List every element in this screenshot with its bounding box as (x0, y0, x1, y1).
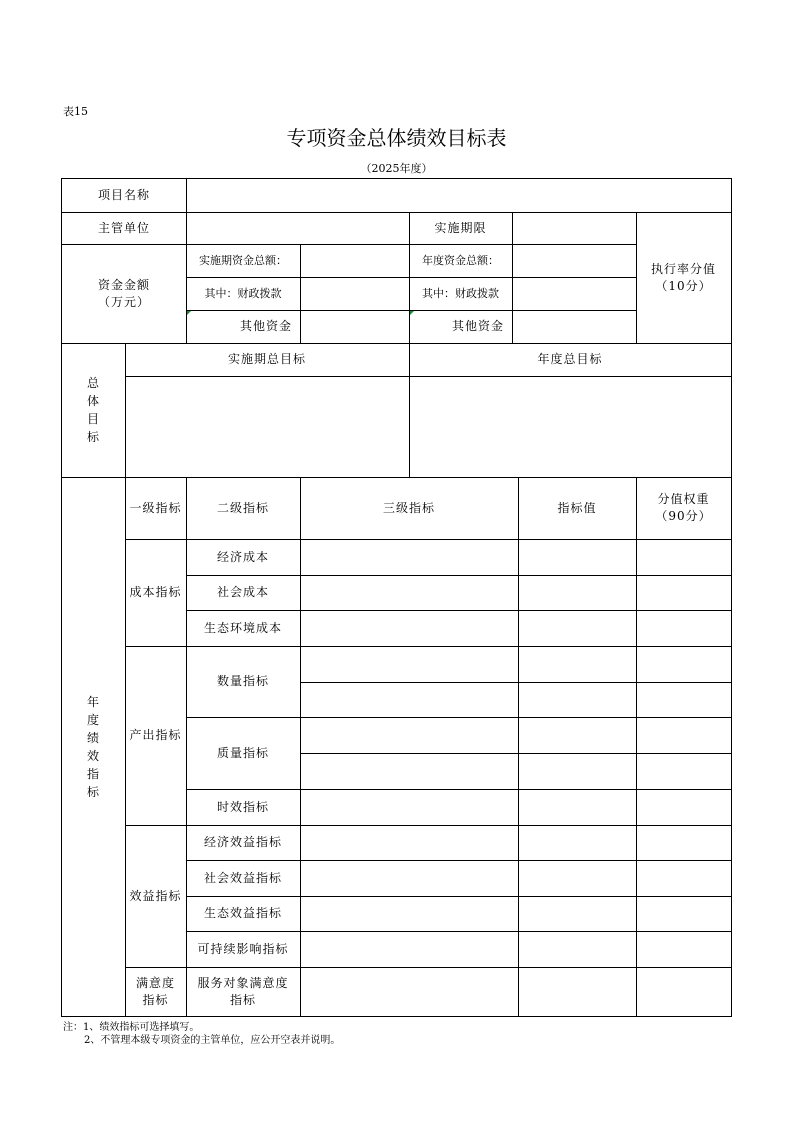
list-item: 质量指标 (216, 745, 269, 760)
list-item: 社会成本 (216, 585, 269, 599)
department-label: 主管单位 (97, 220, 150, 235)
list-item: 经济成本 (216, 549, 269, 564)
table-number: 表15 (63, 105, 88, 118)
execution-rate-label: 执行率分值 (650, 261, 716, 276)
level2-header: 二级指标 (216, 500, 269, 515)
project-name-label: 项目名称 (97, 188, 150, 202)
funds-label-main: 资金金额 (97, 277, 150, 292)
output-indicator-label: 产出指标 (129, 728, 182, 742)
note-line-2: 2、不管理本级专项资金的主管单位，应公开空表并说明。 (84, 1035, 341, 1046)
period-fiscal-label: 其中：财政拨款 (204, 287, 282, 300)
weight-header: 分值权重 （90分） (655, 492, 712, 523)
period-goal-header: 实施期总目标 (227, 352, 306, 366)
annual-total-label: 年度资金总额： (422, 254, 499, 267)
note-line-1: 注：1、绩效指标可选择填写。 (63, 1022, 200, 1033)
list-item: 社会效益指标 (203, 870, 282, 885)
value-header: 指标值 (557, 500, 597, 515)
performance-table (61, 178, 732, 1017)
satisfaction-indicator-label: 满意度 指标 (135, 975, 175, 1007)
benefit-indicator-label: 效益指标 (129, 888, 182, 903)
list-item: 数量指标 (216, 674, 269, 688)
execution-rate-score (636, 212, 731, 343)
annual-other-label: 其他资金 (451, 319, 504, 333)
list-item: 生态环境成本 (203, 620, 282, 635)
list-item: 时效指标 (216, 799, 269, 814)
satisfaction-item: 服务对象满意度 指标 (197, 975, 289, 1007)
execution-rate-value: （10分） (655, 278, 712, 293)
period-total-label: 实施期资金总额： (199, 254, 287, 267)
list-item: 经济效益指标 (203, 835, 282, 849)
list-item: 可持续影响指标 (197, 941, 289, 956)
level1-header: 一级指标 (129, 500, 182, 515)
cost-indicator-label: 成本指标 (129, 585, 182, 599)
level3-header: 三级指标 (382, 500, 435, 515)
period-label: 实施期限 (434, 220, 487, 235)
funds-label (62, 244, 186, 343)
overall-goal-label: 总 体 目 标 (86, 376, 100, 444)
document-year: （2025年度） (360, 162, 433, 175)
annual-goal-header: 年度总目标 (537, 352, 603, 366)
document-title: 专项资金总体绩效目标表 (286, 126, 507, 150)
list-item: 生态效益指标 (203, 906, 282, 920)
funds-label-unit: （万元） (97, 294, 150, 309)
period-other-label: 其他资金 (239, 319, 292, 333)
annual-fiscal-label: 其中：财政拨款 (422, 287, 499, 300)
annual-indicators-label: 年 度 绩 效 指 标 (86, 694, 100, 799)
